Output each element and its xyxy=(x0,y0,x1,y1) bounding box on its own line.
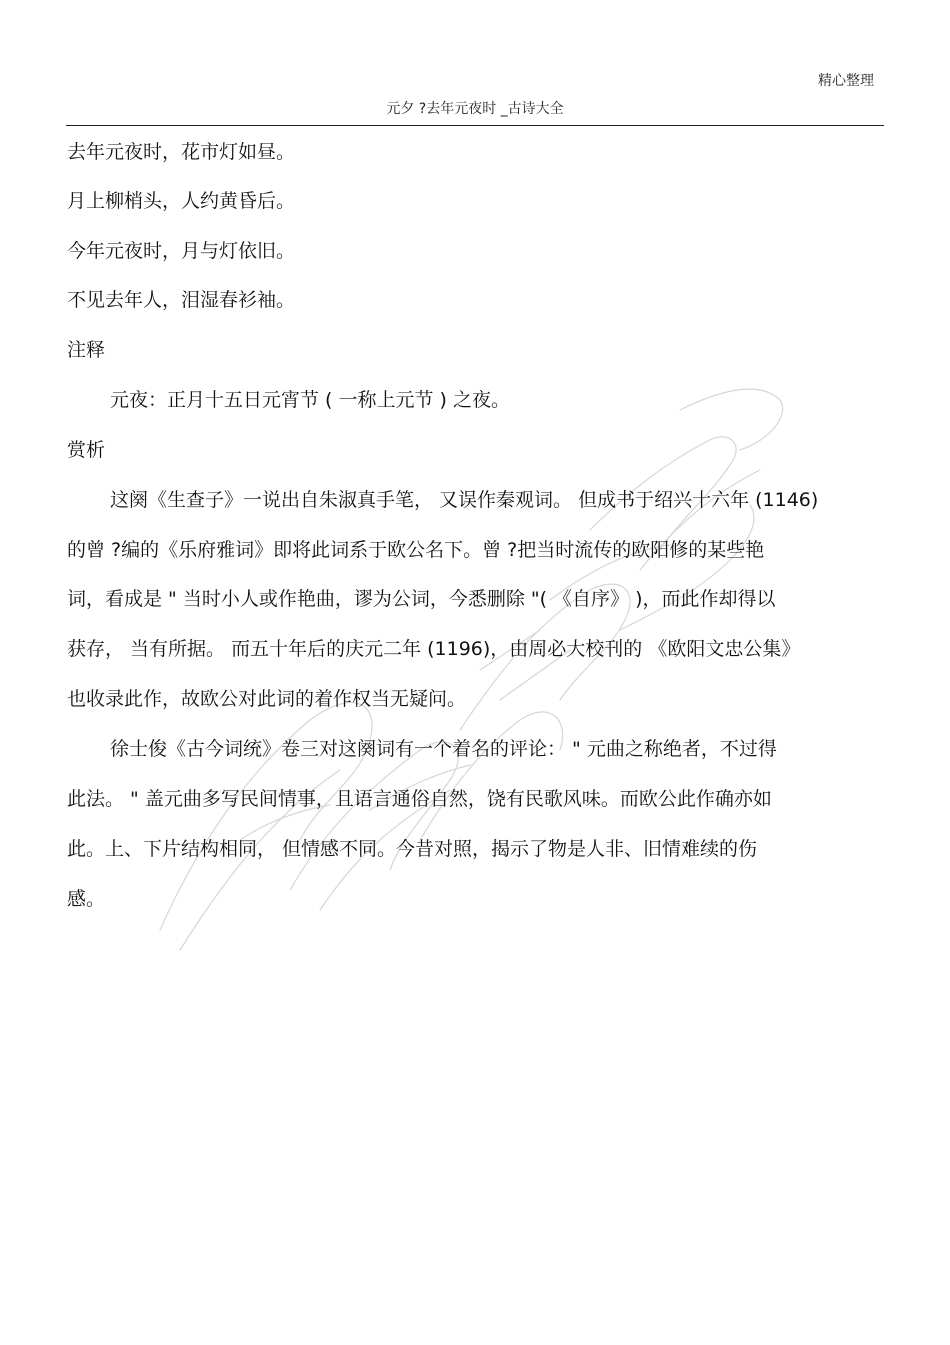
appreciation-line: 这阕《生查子》一说出自朱淑真手笔， 又误作秦观词。 但成书于绍兴十六年 (1146) xyxy=(110,489,819,511)
note-item: 元夜：正月十五日元宵节 ( 一称上元节 ) 之夜。 xyxy=(110,389,510,411)
header-rule xyxy=(66,125,884,126)
appreciation-line: 的曾 ?编的《乐府雅词》即将此词系于欧公名下。曾 ?把当时流传的欧阳修的某些艳 xyxy=(67,539,765,561)
poem-line-3: 今年元夜时，月与灯依旧。 xyxy=(67,240,296,262)
notes-heading: 注释 xyxy=(67,339,106,361)
appreciation-line: 词，看成是 " 当时小人或作艳曲，谬为公词，今悉删除 "( 《自序》 )，而此作却得以 xyxy=(67,588,776,610)
poem-line-1: 去年元夜时，花市灯如昼。 xyxy=(67,141,296,163)
poem-line-2: 月上柳梢头，人约黄昏后。 xyxy=(67,190,296,212)
running-title: 元夕 ?去年元夜时 _古诗大全 xyxy=(386,101,564,117)
watermark-calligraphy xyxy=(120,370,820,970)
appreciation-line: 获存， 当有所据。 而五十年后的庆元二年 (1196)，由周必大校刊的 《欧阳文忠公集》 xyxy=(67,638,801,660)
appreciation-line: 也收录此作，故欧公对此词的着作权当无疑问。 xyxy=(67,688,467,710)
appreciation-heading: 赏析 xyxy=(67,439,106,461)
appreciation-line: 徐士俊《古今词统》卷三对这阕词有一个着名的评论： " 元曲之称绝者，不过得 xyxy=(110,738,777,760)
appreciation-line: 感。 xyxy=(67,888,106,910)
header-note: 精心整理 xyxy=(818,73,874,89)
appreciation-line: 此。上、下片结构相同， 但情感不同。今昔对照，揭示了物是人非、旧情难续的伤 xyxy=(67,838,758,860)
poem-line-4: 不见去年人，泪湿春衫袖。 xyxy=(67,289,296,311)
appreciation-line: 此法。 " 盖元曲多写民间情事，且语言通俗自然，饶有民歌风味。而欧公此作确亦如 xyxy=(67,788,772,810)
